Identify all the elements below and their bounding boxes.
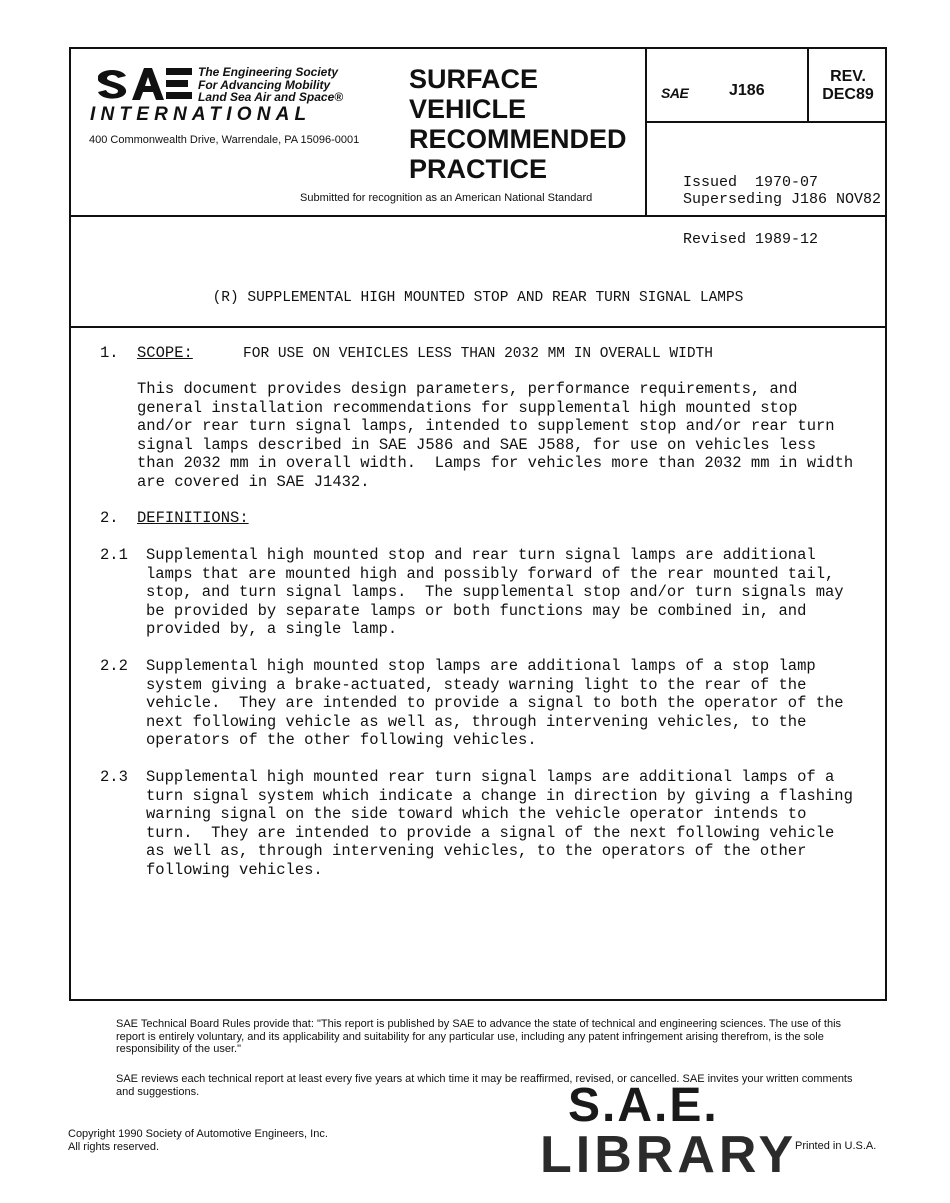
sae-mini-logo: SAE	[661, 85, 689, 101]
address: 400 Commonwealth Drive, Warrendale, PA 15096-0001	[89, 134, 360, 146]
document-number: J186	[729, 82, 765, 99]
registered-mark: ®	[334, 90, 344, 104]
international-label: INTERNATIONAL	[90, 104, 312, 125]
title-line: PRACTICE	[409, 154, 548, 184]
tagline-line: For Advancing Mobility	[198, 77, 331, 92]
subsection-number: 2.1	[100, 546, 128, 564]
definition-paragraph: Supplemental high mounted stop lamps are additional lamps of a stop lamp system giving a brake-actuated, steady warning light to the rear of the vehicle. They are intended to provide a signal to both the operator of the next following vehicle as well as, through intervening vehicles, to the operators of the other following vehicles.	[146, 657, 844, 749]
document-title-line: FOR USE ON VEHICLES LESS THAN 2032 MM IN OVERALL WIDTH	[243, 345, 713, 362]
review-note: SAE reviews each technical report at least every five years at which time it may be reaffirmed, revised, or cancelled. SAE invites your written comments and suggestions.	[116, 1073, 853, 1098]
issued-date: Issued 1970-07	[683, 174, 819, 191]
board-rules: SAE Technical Board Rules provide that: "This report is published by SAE to advance the state of technical and engineering sciences. The use of this report is entirely voluntary, and its applicability and suitability for any particular use, including any patent infringement arising therefrom, is the sole responsibility of the user."	[116, 1018, 842, 1055]
rights-line: All rights reserved.	[68, 1140, 160, 1153]
subsection-number: 2.2	[100, 657, 128, 675]
document-title	[69, 252, 887, 382]
library-stamp-library: LIBRARY	[540, 1126, 798, 1184]
superseding: Superseding J186 NOV82	[683, 191, 882, 208]
printed-in: Printed in U.S.A.	[795, 1140, 877, 1152]
definitions-heading: DEFINITIONS:	[137, 509, 249, 527]
society-tagline	[198, 66, 343, 104]
revised-date: Revised 1989-12	[683, 231, 819, 248]
section-number: 2.	[100, 509, 119, 527]
revision-block	[808, 68, 888, 104]
scope-heading: SCOPE:	[137, 344, 193, 362]
header-vertical-divider	[645, 49, 647, 215]
copyright-line: Copyright 1990 Society of Automotive Engineers, Inc.	[68, 1128, 328, 1140]
submitted-note: Submitted for recognition as an American National Standard	[300, 192, 593, 204]
title-line: VEHICLE	[409, 94, 527, 124]
title-line: RECOMMENDED	[409, 124, 627, 154]
library-stamp-sae: S.A.E.	[568, 1079, 719, 1132]
definition-paragraph: Supplemental high mounted stop and rear turn signal lamps are additional lamps that are mounted high and possibly forward of the rear mounted tail, stop, and turn signal lamps. The supplemental stop and/or turn signals may be provided by separate lamps or both functions may be combined in, and provided by, a single lamp.	[146, 546, 844, 638]
document-title-line: (R) SUPPLEMENTAL HIGH MOUNTED STOP AND REAR TURN SIGNAL LAMPS	[212, 290, 744, 306]
rev-label: REV.	[830, 68, 866, 85]
document-type-title	[409, 64, 627, 184]
rev-date: DEC89	[822, 86, 874, 103]
tagline-line: Land Sea Air and Space	[198, 90, 335, 104]
section-number: 1.	[100, 344, 119, 362]
definition-paragraph: Supplemental high mounted rear turn signal lamps are additional lamps of a turn signal system which indicate a change in direction by giving a flashing warning signal on the side toward which the vehicle operator intends to turn. They are intended to provide a signal of the next following vehicle as well as, through intervening vehicles, to the operators of the other following vehicles.	[146, 768, 853, 879]
title-line: SURFACE	[409, 64, 539, 94]
docno-divider	[645, 121, 885, 123]
subsection-number: 2.3	[100, 768, 128, 786]
tagline-line: The Engineering Society	[198, 65, 339, 79]
sae-logo-mark	[94, 66, 194, 104]
copyright	[68, 1128, 328, 1153]
scope-paragraph: This document provides design parameters, performance requirements, and general installation recommendations for supplemental high mounted stop and/or rear turn signal lamps, intended to supplement stop and/or rear turn signal lamps described in SAE J586 and SAE J588, for use on vehicles less than 2032 mm in overall width. Lamps for vehicles more than 2032 mm in width are covered in SAE J1432.	[137, 380, 854, 491]
